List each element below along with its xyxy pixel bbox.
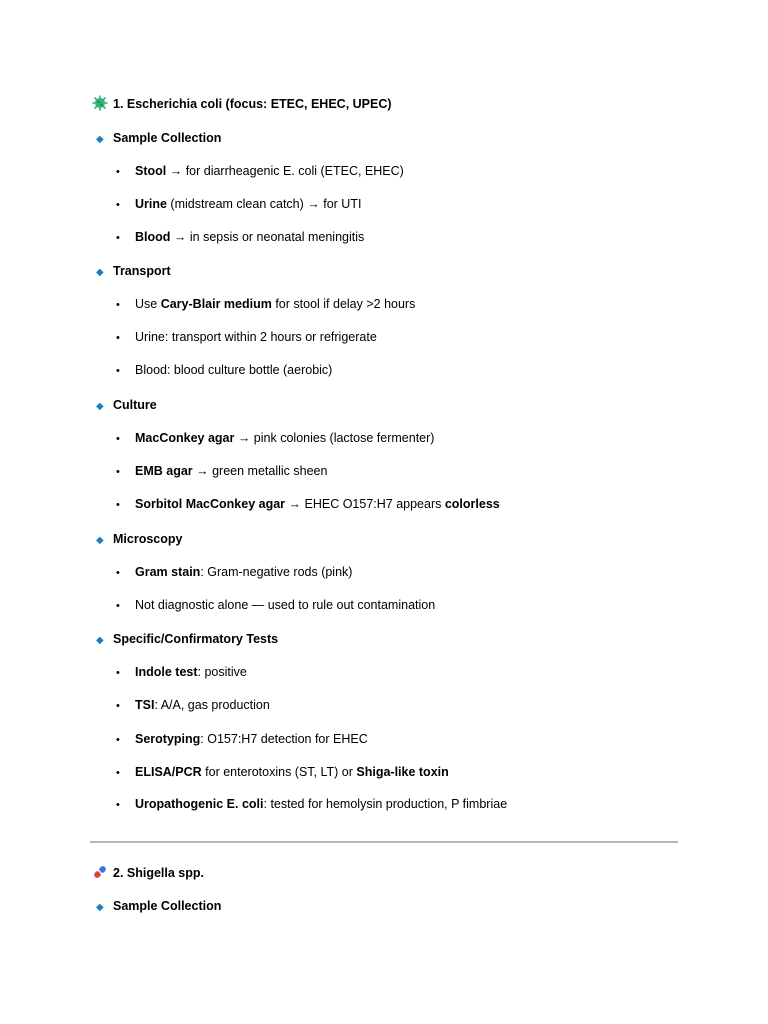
list-item: • ELISA/PCR for enterotoxins (ST, LT) or Shiga-like toxin	[116, 765, 449, 779]
bullet-icon: •	[116, 166, 120, 178]
blue-diamond-icon: ◆	[96, 535, 104, 546]
blue-diamond-icon: ◆	[96, 267, 104, 278]
bullet-icon: •	[116, 199, 120, 211]
list-item: • Use Cary-Blair medium for stool if delay >2 hours	[116, 297, 416, 311]
pill-icon	[92, 864, 108, 880]
bullet-icon: •	[116, 700, 120, 712]
list-item: • MacConkey agar → pink colonies (lactose fermenter)	[116, 431, 435, 445]
tests-heading: ◆ Specific/Confirmatory Tests	[96, 631, 278, 649]
section-1-title	[92, 95, 392, 112]
sample-collection-heading: ◆ Sample Collection	[96, 130, 221, 148]
blue-diamond-icon: ◆	[96, 902, 104, 913]
microscopy-heading: ◆ Microscopy	[96, 531, 182, 549]
list-item: • Urine: transport within 2 hours or refrigerate	[116, 330, 377, 344]
list-item: • Not diagnostic alone — used to rule out contamination	[116, 598, 436, 612]
section-divider	[90, 841, 678, 843]
list-item: • Gram stain: Gram-negative rods (pink)	[116, 565, 353, 579]
list-item: • Uropathogenic E. coli: tested for hemolysin production, P fimbriae	[116, 797, 508, 811]
bullet-icon: •	[116, 433, 120, 445]
list-item: • Serotyping: O157:H7 detection for EHEC	[116, 732, 368, 746]
list-item: • Blood → in sepsis or neonatal meningitis	[116, 230, 365, 244]
list-item: • Indole test: positive	[116, 665, 247, 679]
bullet-icon: •	[116, 299, 120, 311]
section-1-title-text: 1. Escherichia coli (focus: ETEC, EHEC, UPEC)	[113, 97, 392, 111]
section-2-title	[92, 864, 204, 881]
transport-heading: ◆ Transport	[96, 263, 171, 281]
list-item: • Sorbitol MacConkey agar → EHEC O157:H7 appears colorless	[116, 497, 500, 511]
list-item: • Stool → for diarrheagenic E. coli (ETEC, EHEC)	[116, 164, 404, 178]
bullet-icon: •	[116, 799, 120, 811]
bullet-icon: •	[116, 767, 120, 779]
bullet-icon: •	[116, 232, 120, 244]
list-item: • EMB agar → green metallic sheen	[116, 464, 328, 478]
list-item: • Blood: blood culture bottle (aerobic)	[116, 363, 333, 377]
bullet-icon: •	[116, 365, 120, 377]
list-item: • Urine (midstream clean catch) → for UTI	[116, 197, 362, 211]
bullet-icon: •	[116, 734, 120, 746]
bullet-icon: •	[116, 600, 120, 612]
bullet-icon: •	[116, 667, 120, 679]
blue-diamond-icon: ◆	[96, 401, 104, 412]
bullet-icon: •	[116, 332, 120, 344]
sample-collection-heading-2: ◆ Sample Collection	[96, 898, 221, 916]
microbe-icon	[92, 95, 108, 111]
list-item: • TSI: A/A, gas production	[116, 698, 270, 712]
bullet-icon: •	[116, 499, 120, 511]
blue-diamond-icon: ◆	[96, 635, 104, 646]
section-2-title-text: 2. Shigella spp.	[113, 866, 204, 880]
blue-diamond-icon: ◆	[96, 134, 104, 145]
culture-heading: ◆ Culture	[96, 397, 157, 415]
bullet-icon: •	[116, 567, 120, 579]
bullet-icon: •	[116, 466, 120, 478]
